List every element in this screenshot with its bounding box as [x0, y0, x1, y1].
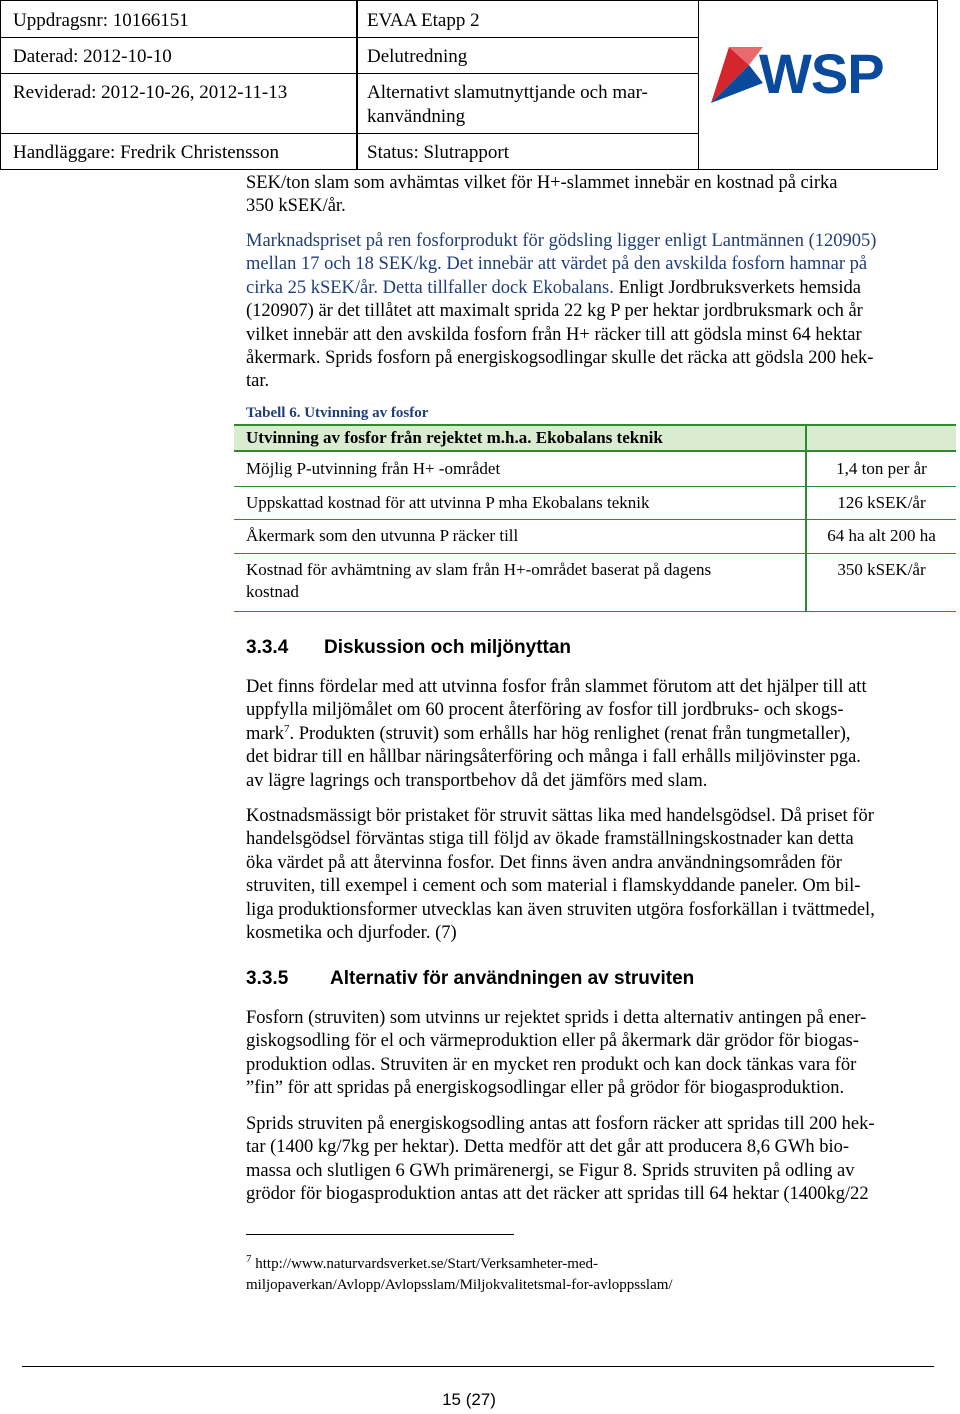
text-span: mark: [246, 723, 285, 744]
document-header: [0, 0, 938, 170]
section-heading-334: [246, 637, 571, 659]
text-line: Marknadspriset på ren fosforprodukt för gödsling ligger enligt Lantmännen (120905): [246, 231, 877, 251]
section-title: Diskussion och miljönyttan: [324, 637, 572, 658]
footnote-link[interactable]: http://www.naturvardsverket.se/Start/Verksamheter-med-: [255, 1256, 599, 1272]
text-line: Kostnadsmässigt bör pristaket för struvit sättas lika med handelsgödsel. Då priset för: [246, 806, 874, 826]
text-line: åkermark. Sprids fosforn på energiskogsodlingar skulle det räcka att gödsla 200 hek-: [246, 348, 874, 369]
text-line: vilket innebär att den avskilda fosforn från H+ räcker till att gödsla minst 64 hektar: [246, 324, 862, 345]
text-span: cirka 25 kSEK/år. Detta tillfaller dock Ekobalans.: [246, 277, 614, 298]
table-row: [234, 452, 956, 487]
text-line: giskogsodling för el och värmeproduktion eller på åkermark där grödor för biogas-: [246, 1031, 859, 1052]
text-line: Sprids struviten på energiskogsodling antas att fosforn räcker att spridas till 200 hek-: [246, 1114, 875, 1134]
text-line: uppfylla miljömålet om 60 procent återföring av fosfor till jordbruks- och skogs-: [246, 700, 844, 721]
reviderad: Reviderad: 2012-10-26, 2012-11-13: [13, 82, 288, 103]
table-caption: Tabell 6. Utvinning av fosfor: [246, 405, 429, 421]
text-line: tar.: [246, 371, 270, 392]
table-cell-label: Åkermark som den utvunna P räcker till: [246, 526, 519, 545]
table-header: Utvinning av fosfor från rejektet m.h.a. Ekobalans teknik: [234, 424, 805, 452]
text-line: kosmetika och djurfoder. (7): [246, 923, 457, 944]
text-line: öka värdet på att återvinna fosfor. Det finns även andra användningsområden för: [246, 852, 842, 873]
table-cell-value: 126 kSEK/år: [837, 493, 926, 512]
table-cell-value: 64 ha alt 200 ha: [827, 526, 936, 545]
table-cell-label: Uppskattad kostnad för att utvinna P mha Ekobalans teknik: [246, 493, 650, 512]
header-divider: [356, 1, 358, 169]
text-line: handelsgödsel förväntas stiga till följd av ökade framställningskostnader kan detta: [246, 829, 854, 850]
document-title-line1: Alternativt slamutnyttjande och mar-: [367, 82, 648, 103]
footnote-mark: 7: [246, 1253, 252, 1265]
paragraph-cost: [246, 172, 946, 219]
table-cell-value: 350 kSEK/år: [837, 560, 926, 579]
section-number: 3.3.5: [246, 968, 289, 989]
table-cell-label: Möjlig P-utvinning från H+ -området: [246, 459, 501, 478]
text-line: kostnad: [246, 582, 299, 601]
wsp-logo-text: WSP: [759, 42, 884, 105]
table-row: [234, 520, 956, 554]
table-cell-label: [246, 559, 776, 603]
text-line: mellan 17 och 18 SEK/kg. Det innebär att värdet på den avskilda fosforn hamnar på: [246, 254, 868, 275]
text-line: grödor för biogasproduktion antas att det räcker att spridas till 64 hektar (1400kg/22: [246, 1184, 869, 1205]
text-span: Enligt Jordbruksverkets hemsida: [613, 277, 861, 298]
paragraph-market-price: [246, 230, 946, 394]
paragraph-energy-forest: [246, 1113, 946, 1207]
document-type: Delutredning: [367, 46, 468, 67]
footnote-link-continued[interactable]: miljopaverkan/Avlopp/Avlopsslam/Miljokvalitetsmal-for-avloppsslam/: [246, 1277, 673, 1293]
table-cell-value: 1,4 ton per år: [836, 459, 927, 478]
table-row: [234, 487, 956, 520]
text-line: det bidrar till en hållbar näringsåterföring och många i fall erhålls miljövinster pga.: [246, 747, 861, 768]
section-number: 3.3.4: [246, 637, 289, 658]
text-line: SEK/ton slam som avhämtas vilket för H+-slammet innebär en kostnad på cirka: [246, 173, 838, 193]
footnote-separator: [246, 1234, 514, 1235]
text-line: liga produktionsformer utvecklas kan även struviten utgöra fosforkällan i tvättmedel,: [246, 899, 875, 920]
uppdragsnr: Uppdragsnr: 10166151: [13, 10, 189, 31]
table-header-empty: [805, 424, 956, 452]
document-title-line2: kanvändning: [367, 106, 466, 127]
text-line: (120907) är det tillåtet att maximalt sprida 22 kg P per hektar jordbruksmark och år: [246, 301, 863, 322]
footnote: [246, 1254, 946, 1296]
text-line: Fosforn (struviten) som utvinns ur rejektet sprids i detta alternativ antingen på ener-: [246, 1008, 867, 1028]
paragraph-costs: [246, 805, 946, 945]
section-title: Alternativ för användningen av struviten: [330, 968, 695, 989]
text-line: Kostnad för avhämtning av slam från H+-området baserat på dagens: [246, 560, 712, 579]
footnote-ref: 7: [284, 722, 290, 735]
text-line: 350 kSEK/år.: [246, 196, 346, 217]
status: Status: Slutrapport: [367, 142, 509, 163]
paragraph-benefits: [246, 676, 946, 793]
text-line: tar (1400 kg/7kg per hektar). Detta medför att det går att producera 8,6 GWh bio-: [246, 1137, 850, 1158]
text-line: Det finns fördelar med att utvinna fosfor från slammet förutom att det hjälper till att: [246, 677, 867, 697]
page-number: 15 (27): [442, 1390, 496, 1409]
text-line: produktion odlas. Struviten är en mycket ren produkt och kan dock tänkas vara för: [246, 1054, 857, 1075]
wsp-logo-mark-icon: [709, 43, 765, 105]
handlaggare: Handläggare: Fredrik Christensson: [13, 142, 279, 163]
text-line: av lägre lagrings och transportbehov då det jämförs med slam.: [246, 770, 708, 791]
project-name: EVAA Etapp 2: [367, 10, 480, 31]
text-span: . Produkten (struvit) som erhålls har hög renlighet (renat från tungmetaller),: [289, 723, 851, 744]
text-line: struviten, till exempel i cement och som material i flamskyddande paneler. Om bil-: [246, 876, 861, 897]
table-row: [234, 554, 956, 612]
text-line: massa och slutligen 6 GWh primärenergi, se Figur 8. Sprids struviten på odling av: [246, 1160, 855, 1181]
section-heading-335: [246, 968, 694, 990]
logo-area: [698, 1, 938, 169]
text-line: ”fin” för att spridas på energiskogsodlingar eller på grödor för biogasproduktion.: [246, 1078, 845, 1099]
footer-separator: [22, 1366, 934, 1367]
paragraph-alternative: [246, 1007, 946, 1101]
daterad: Daterad: 2012-10-10: [13, 46, 172, 67]
